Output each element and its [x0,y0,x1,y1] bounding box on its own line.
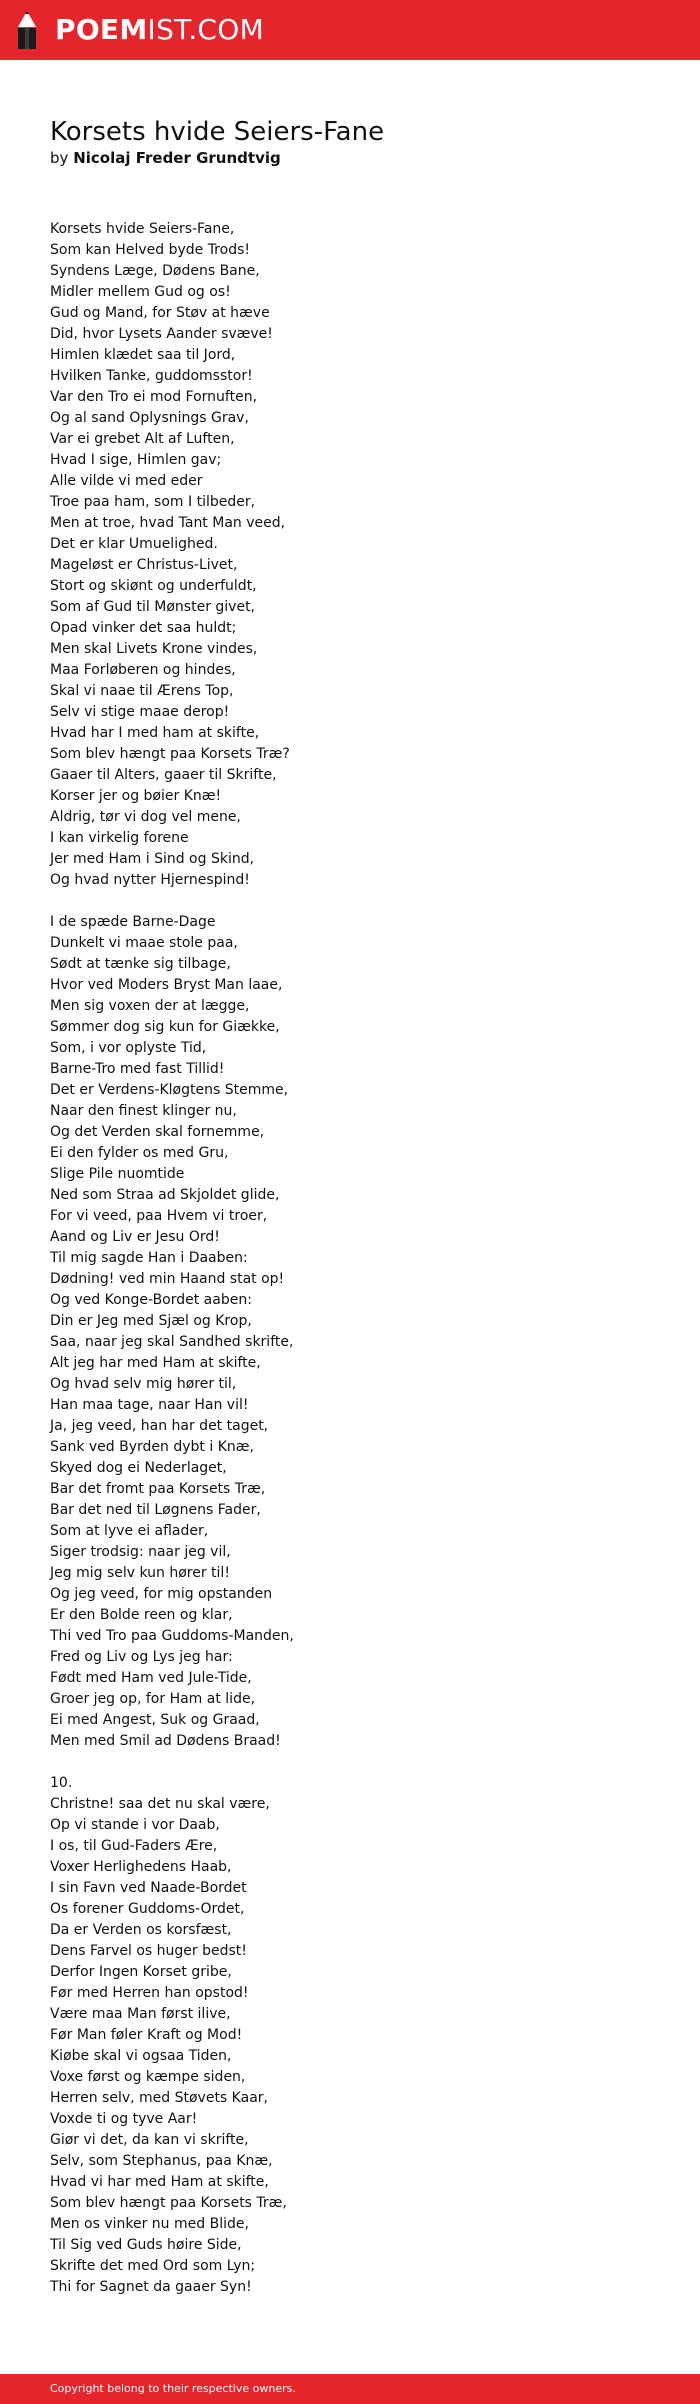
poem-line: Ned som Straa ad Skjoldet glide, [50,1187,280,1203]
poem-line: Dens Farvel os huger bedst! [50,1943,247,1959]
poem-line: Selv, som Stephanus, paa Knæ, [50,2153,273,2169]
pencil-icon [16,10,38,50]
poem-line: I de spæde Barne-Dage [50,914,216,930]
poem-line: Did, hvor Lysets Aander svæve! [50,326,273,342]
poem-line: Midler mellem Gud og os! [50,284,231,300]
poem-line: Gud og Mand, for Støv at hæve [50,305,270,321]
poem-line: Var ei grebet Alt af Luften, [50,431,235,447]
poem-line: Og hvad nytter Hjernespind! [50,872,250,888]
poem-byline [50,148,281,168]
poem-line: 10. [50,1775,73,1791]
poem-line: Naar den finest klinger nu, [50,1103,237,1119]
poem-title: Korsets hvide Seiers-Fane [50,117,385,147]
logo-text [55,13,265,46]
top-bar [0,0,700,60]
poem-line: Være maa Man først ilive, [50,2006,231,2022]
poem-line: Men sig voxen der at lægge, [50,998,250,1014]
poem-line: Korsets hvide Seiers-Fane, [50,221,235,237]
poem-line: Hvad vi har med Ham at skifte, [50,2174,269,2190]
poem-line: Slige Pile nuomtide [50,1166,185,1182]
poem-line: Men os vinker nu med Blide, [50,2216,249,2232]
poem-line: Og al sand Oplysnings Grav, [50,410,249,426]
footer [0,2374,700,2404]
poem-line: Op vi stande i vor Daab, [50,1817,220,1833]
poem-line: Som, i vor oplyste Tid, [50,1040,207,1056]
poem-line: Som blev hængt paa Korsets Træ, [50,2195,287,2211]
poem-line: Dødning! ved min Haand stat op! [50,1271,285,1287]
poem-line: Dunkelt vi maae stole paa, [50,935,238,951]
poem-line: Født med Ham ved Jule-Tide, [50,1670,252,1686]
poem-line: Alle vilde vi med eder [50,473,203,489]
poem-line: Ei med Angest, Suk og Graad, [50,1712,260,1728]
poem-line: Voxde ti og tyve Aar! [50,2111,198,2127]
poem-line: I os, til Gud-Faders Ære, [50,1838,218,1854]
poem-line: Derfor Ingen Korset gribe, [50,1964,232,1980]
poem-line: Kiøbe skal vi ogsaa Tiden, [50,2048,232,2064]
poem-line: Som at lyve ei aflader, [50,1523,209,1539]
poem-line: Groer jeg op, for Ham at lide, [50,1691,256,1707]
poem-line: Er den Bolde reen og klar, [50,1607,233,1623]
poem-line: Som af Gud til Mønster givet, [50,599,256,615]
poem-stanza [50,912,294,1752]
poem-line: Ja, jeg veed, han har det taget, [50,1418,269,1434]
poem-line: Og ved Konge-Bordet aaben: [50,1292,252,1308]
poem-line: Var den Tro ei mod Fornuften, [50,389,258,405]
poem-line: Selv vi stige maae derop! [50,704,230,720]
poem-line: I kan virkelig forene [50,830,189,846]
poem-line: Til Sig ved Guds høire Side, [50,2237,242,2253]
poem-line: Han maa tage, naar Han vil! [50,1397,249,1413]
poem-line: Og jeg veed, for mig opstanden [50,1586,273,1602]
poem-line: Hvor ved Moders Bryst Man laae, [50,977,283,993]
poem-line: Hvilken Tanke, guddomsstor! [50,368,253,384]
poem-line: Mageløst er Christus-Livet, [50,557,238,573]
poem-line: Sank ved Byrden dybt i Knæ, [50,1439,254,1455]
poem-line: Og det Verden skal fornemme, [50,1124,265,1140]
poem-line: Alt jeg har med Ham at skifte, [50,1355,261,1371]
poem-line: Jeg mig selv kun hører til! [50,1565,230,1581]
poem-line: Syndens Læge, Dødens Bane, [50,263,260,279]
poem-line: Hvad I sige, Himlen gav; [50,452,222,468]
poem-line: Skrifte det med Ord som Lyn; [50,2258,256,2274]
poem-line: Barne-Tro med fast Tillid! [50,1061,225,1077]
poem-line: Bar det fromt paa Korsets Træ, [50,1481,266,1497]
poem-line: Og hvad selv mig hører til, [50,1376,237,1392]
site-logo[interactable] [16,8,264,52]
poem-line: Os forener Guddoms-Ordet, [50,1901,245,1917]
poem-line: Christne! saa det nu skal være, [50,1796,270,1812]
poem-line: Bar det ned til Løgnens Fader, [50,1502,261,1518]
poem-stanza [50,219,294,891]
poem-line: Sømmer dog sig kun for Giække, [50,1019,280,1035]
poem-line: For vi veed, paa Hvem vi troer, [50,1208,268,1224]
poem-line: Før med Herren han opstod! [50,1985,249,2001]
poem-line: Gaaer til Alters, gaaer til Skrifte, [50,767,277,783]
logo-text-bold: POEM [55,13,148,46]
poem-line: Men med Smil ad Dødens Braad! [50,1733,281,1749]
poem-body [50,219,294,2319]
poem-line: Aldrig, tør vi dog vel mene, [50,809,241,825]
poem-line: Aand og Liv er Jesu Ord! [50,1229,220,1245]
poem-line: Stort og skiønt og underfuldt, [50,578,257,594]
poem-line: Thi for Sagnet da gaaer Syn! [50,2279,252,2295]
poem-line: Skyed dog ei Nederlaget, [50,1460,227,1476]
poem-line: Din er Jeg med Sjæl og Krop, [50,1313,252,1329]
poem-line: Til mig sagde Han i Daaben: [50,1250,248,1266]
poem-line: Siger trodsig: naar jeg vil, [50,1544,231,1560]
poem-line: Saa, naar jeg skal Sandhed skrifte, [50,1334,294,1350]
poem-line: Det er klar Umuelighed. [50,536,218,552]
poem-line: Korser jer og bøier Knæ! [50,788,222,804]
by-label: by [50,149,69,167]
poem-line: Som blev hængt paa Korsets Træ? [50,746,290,762]
poem-line: Før Man føler Kraft og Mod! [50,2027,243,2043]
poem-line: Opad vinker det saa huldt; [50,620,237,636]
poem-line: Maa Forløberen og hindes, [50,662,236,678]
poem-line: Troe paa ham, som I tilbeder, [50,494,256,510]
poem-line: Hvad har I med ham at skifte, [50,725,260,741]
copyright-notice: Copyright belong to their respective owners. [50,2382,296,2395]
poem-line: Voxer Herlighedens Haab, [50,1859,232,1875]
poem-line: Fred og Liv og Lys jeg har: [50,1649,233,1665]
poem-line: Herren selv, med Støvets Kaar, [50,2090,268,2106]
poem-line: Men at troe, hvad Tant Man veed, [50,515,286,531]
poem-line: Voxe først og kæmpe siden, [50,2069,246,2085]
poem-line: Skal vi naae til Ærens Top, [50,683,234,699]
poem-line: Giør vi det, da kan vi skrifte, [50,2132,249,2148]
logo-text-light: IST.COM [147,13,265,46]
poem-line: I sin Favn ved Naade-Bordet [50,1880,247,1896]
poem-line: Himlen klædet saa til Jord, [50,347,236,363]
poem-line: Da er Verden os korsfæst, [50,1922,232,1938]
poem-line: Det er Verdens-Kløgtens Stemme, [50,1082,289,1098]
poem-line: Thi ved Tro paa Guddoms-Manden, [50,1628,294,1644]
poem-line: Jer med Ham i Sind og Skind, [50,851,255,867]
poem-line: Ei den fylder os med Gru, [50,1145,229,1161]
poem-line: Som kan Helved byde Trods! [50,242,250,258]
poem-stanza [50,1773,294,2298]
poem-line: Sødt at tænke sig tilbage, [50,956,231,972]
poem-author[interactable]: Nicolaj Freder Grundtvig [73,149,281,167]
poem-line: Men skal Livets Krone vindes, [50,641,258,657]
